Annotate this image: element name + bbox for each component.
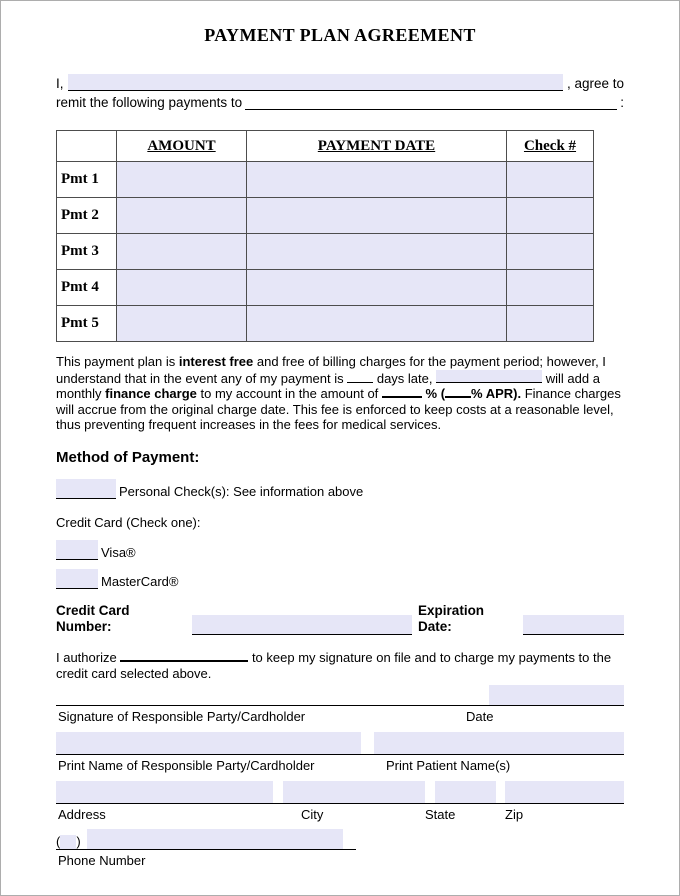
address-line [56,803,624,804]
authorization-text-2: to keep my signature on file and to charge my payments to the credit card selected above. [56,649,615,681]
pmt5-amount-field[interactable] [117,306,247,342]
row-label-pmt5: Pmt 5 [57,306,117,342]
phone-number-field[interactable] [87,829,343,849]
city-field[interactable] [283,781,424,803]
phone-number-label: Phone Number [58,852,146,868]
pmt4-payment-date-field[interactable] [247,270,507,306]
pmt1-payment-date-field[interactable] [247,162,507,198]
phone-area-code-field[interactable] [60,835,76,849]
payment-plan-agreement-form [1,1,679,895]
pmt1-amount-field[interactable] [117,162,247,198]
address-fields-row [56,781,624,803]
pmt3-payment-date-field[interactable] [247,234,507,270]
terms-text-6: Finance charges will accrue from the original charge date. This fee is enforced to keep costs at a reasonable level, thus preventing frequent increases in the fees for medical services. [56,386,625,432]
print-name-field[interactable] [56,732,361,754]
signature-label: Signature of Responsible Party/Cardholder [58,708,306,724]
pmt2-check-number-field[interactable] [507,198,594,234]
personal-check-label: Personal Check(s): See information above [119,483,364,499]
signature-section [56,685,624,869]
personal-check-row [56,479,624,499]
row-label-pmt1: Pmt 1 [57,162,117,198]
table-row-pmt2 [57,198,594,234]
card-number-field[interactable] [192,615,412,635]
visa-label: Visa® [101,544,136,560]
print-name-fields-row [56,732,624,754]
print-patient-names-field[interactable] [374,732,624,754]
apr-blank [445,386,471,398]
state-field[interactable] [435,781,497,803]
authorized-party-blank [120,650,248,662]
date-field-row [56,685,624,705]
method-of-payment-heading: Method of Payment: [56,448,200,466]
print-name-label: Print Name of Responsible Party/Cardholder [58,757,315,773]
payer-name-field[interactable] [68,74,563,91]
remit-text: remit the following payments to [56,95,243,110]
credit-card-prompt: Credit Card (Check one): [56,514,201,530]
pmt4-check-number-field[interactable] [507,270,594,306]
pmt3-amount-field[interactable] [117,234,247,270]
state-label: State [425,806,456,822]
terms-text-3: days late, [373,370,437,386]
table-row-pmt4 [57,270,594,306]
authorization-text-1: I authorize [56,649,121,665]
address-field[interactable] [56,781,273,803]
expiration-date-field[interactable] [523,615,624,635]
terms-bold-percent: % ( [421,386,446,401]
terms-text-1: This payment plan is [56,354,179,369]
signature-labels-row [56,708,624,725]
intro-colon: : [620,95,624,110]
authorization-paragraph [56,650,624,682]
header-check-number: Check # [507,131,594,162]
table-header-row [57,131,594,162]
print-name-labels-row [56,757,624,774]
expiration-date-label: Expiration Date: [418,602,488,634]
date-field[interactable] [489,685,624,705]
terms-bold-interest-free: interest free [178,354,254,369]
terms-bold-apr: % APR). [471,386,522,401]
header-amount: AMOUNT [117,131,247,162]
table-row-pmt3 [57,234,594,270]
phone-open-paren: ( [56,833,61,849]
phone-label-row [56,852,624,869]
page-title: PAYMENT PLAN AGREEMENT [204,25,476,45]
pmt2-amount-field[interactable] [117,198,247,234]
row-label-pmt2: Pmt 2 [57,198,117,234]
address-labels-row [56,806,624,823]
percent-amount-blank [382,386,422,398]
intro-prefix: I, [56,76,64,91]
mastercard-row [56,569,624,589]
table-row-pmt1 [57,162,594,198]
mastercard-label: MasterCard® [101,573,179,589]
address-label: Address [58,806,106,822]
table-row-pmt5 [57,306,594,342]
header-blank-cell [57,131,117,162]
pmt4-amount-field[interactable] [117,270,247,306]
provider-name-field[interactable] [436,370,542,383]
terms-bold-finance-charge: finance charge [105,386,197,401]
pmt5-payment-date-field[interactable] [247,306,507,342]
terms-text-5: to my account in the amount of [196,386,382,401]
header-payment-date: PAYMENT DATE [247,131,507,162]
pmt2-payment-date-field[interactable] [247,198,507,234]
intro-line-1 [56,72,624,91]
date-label: Date [466,708,494,724]
card-number-label: Credit Card Number: [56,602,134,634]
zip-field[interactable] [505,781,624,803]
pmt5-check-number-field[interactable] [507,306,594,342]
intro-section [56,72,624,110]
days-late-blank [347,371,373,383]
phone-close-paren: ) [76,833,81,849]
payments-table [56,130,594,342]
signature-date-line [56,705,624,706]
terms-text-2: and free of billing charges for the payment period; however, I understand that in the event any of my payment is [56,354,610,386]
row-label-pmt3: Pmt 3 [57,234,117,270]
credit-card-number-row [56,603,624,635]
terms-text-4: will add a monthly [56,370,604,401]
zip-label: Zip [505,806,524,822]
mastercard-check-field[interactable] [56,569,98,589]
terms-paragraph [56,354,624,433]
intro-agree-text: , agree to [566,76,624,91]
visa-check-field[interactable] [56,540,98,560]
intro-line-2 [56,91,624,110]
row-label-pmt4: Pmt 4 [57,270,117,306]
print-patient-label: Print Patient Name(s) [386,757,511,773]
personal-check-field[interactable] [56,479,116,499]
print-name-line [56,754,624,755]
phone-fields-row [56,829,356,850]
pmt3-check-number-field[interactable] [507,234,594,270]
visa-row [56,540,624,560]
payee-name-blank [245,95,617,110]
pmt1-check-number-field[interactable] [507,162,594,198]
city-label: City [301,806,324,822]
